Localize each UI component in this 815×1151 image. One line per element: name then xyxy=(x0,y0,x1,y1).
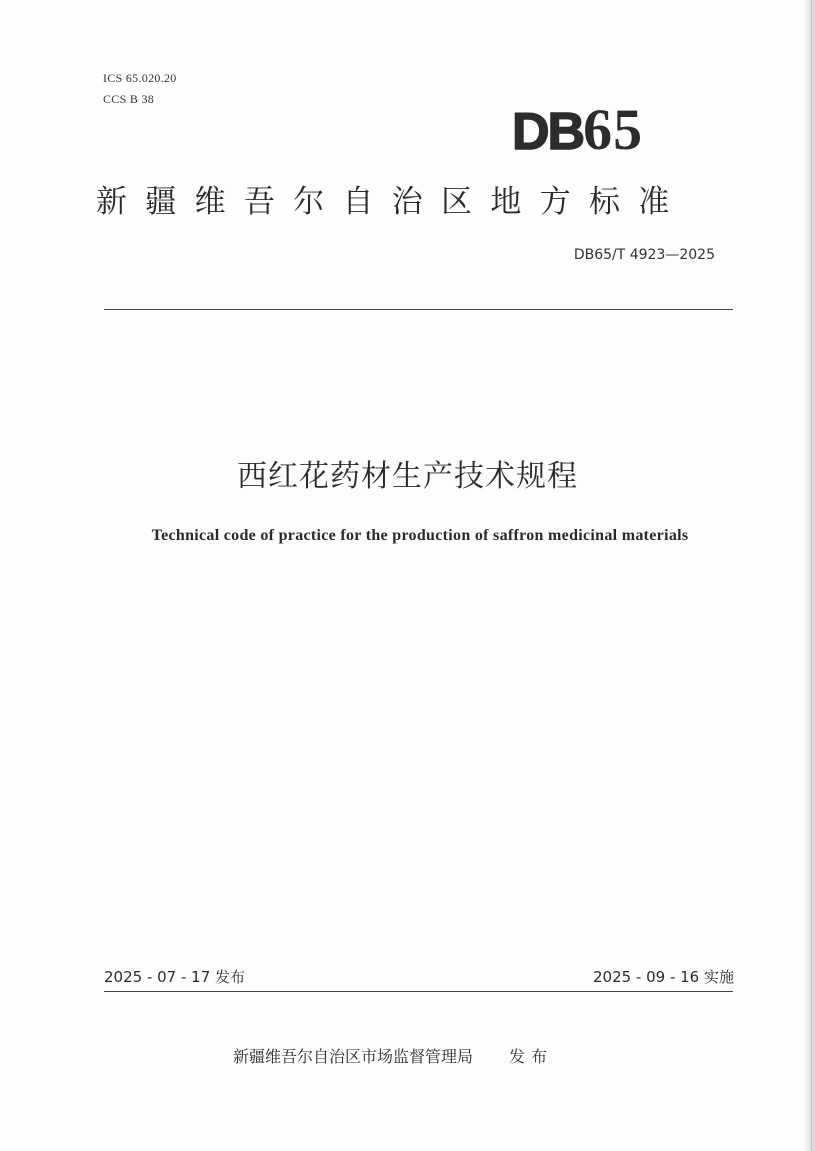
bottom-divider xyxy=(104,991,733,992)
classification-block xyxy=(103,68,177,110)
top-divider xyxy=(104,309,733,310)
ccs-code: CCS B 38 xyxy=(103,92,155,106)
document-title-en: Technical code of practice for the production of saffron medicinal materials xyxy=(151,527,689,544)
logo-letters: DB xyxy=(512,103,584,161)
publisher-action: 发布 xyxy=(509,1047,554,1066)
publisher-name: 新疆维吾尔自治区市场监督管理局 xyxy=(233,1047,474,1066)
ics-code: ICS 65.020.20 xyxy=(103,71,177,85)
logo-number: 65 xyxy=(583,97,644,162)
scan-edge-shadow xyxy=(805,0,815,1151)
scan-edge-line xyxy=(811,0,812,1151)
db65-logo xyxy=(512,98,643,164)
publisher-line xyxy=(233,1045,553,1069)
standard-type-heading: 新疆维吾尔自治区地方标准 xyxy=(96,184,688,220)
issue-date: 2025 - 07 - 17 发布 xyxy=(104,968,246,986)
standard-code: DB65/T 4923—2025 xyxy=(573,247,715,263)
implementation-date: 2025 - 09 - 16 实施 xyxy=(592,968,734,986)
document-title-cn: 西红花药材生产技术规程 xyxy=(237,459,578,494)
